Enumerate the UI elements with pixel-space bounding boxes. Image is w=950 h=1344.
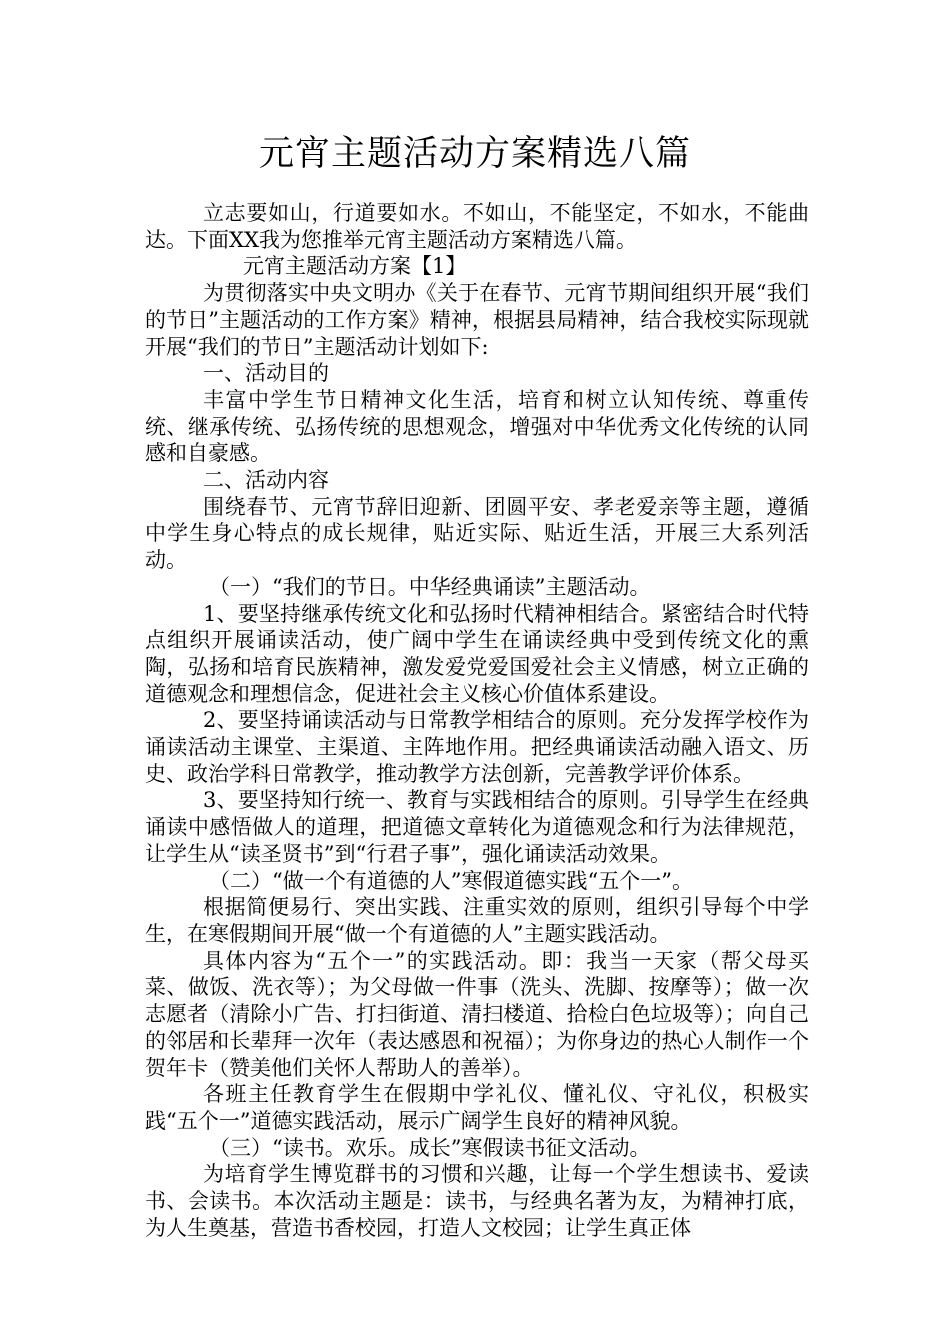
paragraph: 二、活动内容 — [203, 468, 329, 493]
document-title: 元宵主题活动方案精选八篇 — [258, 134, 691, 174]
paragraph: 2、要坚持诵读活动与日常教学相结合的原则。充分发挥学校作为诵读活动主课堂、主渠道、主阵地作用。把经典诵读活动融入语文、历史、政治学科日常教学，推动教学方法创新，完善教学评价体系。 — [145, 708, 809, 786]
paragraph: 为培育学生博览群书的习惯和兴趣，让每一个学生想读书、爱读书、会读书。本次活动主题是：读书，与经典名著为友，为精神打底，为人生奠基，营造书香校园，打造人文校园；让学生真正体 — [145, 1162, 809, 1240]
paragraph: 丰富中学生节日精神文化生活，培育和树立认知传统、尊重传统、继承传统、弘扬传统的思想观念，增强对中华优秀文化传统的认同感和自豪感。 — [145, 387, 809, 466]
paragraph: 各班主任教育学生在假期中学礼仪、懂礼仪、守礼仪，积极实践“五个一”道德实践活动，展示广阔学生良好的精神风貌。 — [145, 1082, 809, 1133]
paragraph: 一、活动目的 — [203, 361, 329, 386]
paragraph: 元宵主题活动方案【1】 — [243, 254, 467, 279]
paragraph: 立志要如山，行道要如水。不如山，不能坚定，不如水，不能曲达。下面XX我为您推举元宵主题活动方案精选八篇。 — [145, 201, 809, 252]
paragraph: 为贯彻落实中央文明办《关于在春节、元宵节期间组织开展“我们的节日”主题活动的工作方案》精神，根据县局精神，结合我校实际现就开展“我们的节日”主题活动计划如下: — [145, 281, 809, 359]
paragraph: （一）“我们的节日。中华经典诵读”主题活动。 — [209, 574, 651, 599]
paragraph: （二）“做一个有道德的人”寒假道德实践“五个一”。 — [209, 868, 693, 893]
paragraph: 根据简便易行、突出实践、注重实效的原则，组织引导每个中学生，在寒假期间开展“做一个有道德的人”主题实践活动。 — [145, 895, 809, 946]
paragraph: 围绕春节、元宵节辞旧迎新、团圆平安、孝老爱亲等主题，遵循中学生身心特点的成长规律，贴近实际、贴近生活，开展三大系列活动。 — [145, 494, 809, 573]
paragraph: 1、要坚持继承传统文化和弘扬时代精神相结合。紧密结合时代特点组织开展诵读活动，使广阔中学生在诵读经典中受到传统文化的熏陶，弘扬和培育民族精神，激发爱党爱国爱社会主义情感，树立正确的道德观念和理想信念，促进社会主义核心价值体系建设。 — [145, 601, 809, 706]
document-body — [145, 200, 809, 1241]
paragraph: （三）“读书。欢乐。成长”寒假读书征文活动。 — [209, 1135, 651, 1160]
paragraph: 具体内容为“五个一”的实践活动。即：我当一天家（帮父母买菜、做饭、洗衣等）；为父母做一件事（洗头、洗脚、按摩等）；做一次志愿者（清除小广告、打扫街道、清扫楼道、拾检白色垃圾等）；向自己的邻居和长辈拜一次年（表达感恩和祝福）；为你身边的热心人制作一个贺年卡（赞美他们关怀人帮助人的善举）。 — [145, 948, 809, 1080]
paragraph: 3、要坚持知行统一、教育与实践相结合的原则。引导学生在经典诵读中感悟做人的道理，把道德文章转化为道德观念和行为法律规范，让学生从“读圣贤书”到“行君子事”，强化诵读活动效果。 — [145, 788, 809, 866]
